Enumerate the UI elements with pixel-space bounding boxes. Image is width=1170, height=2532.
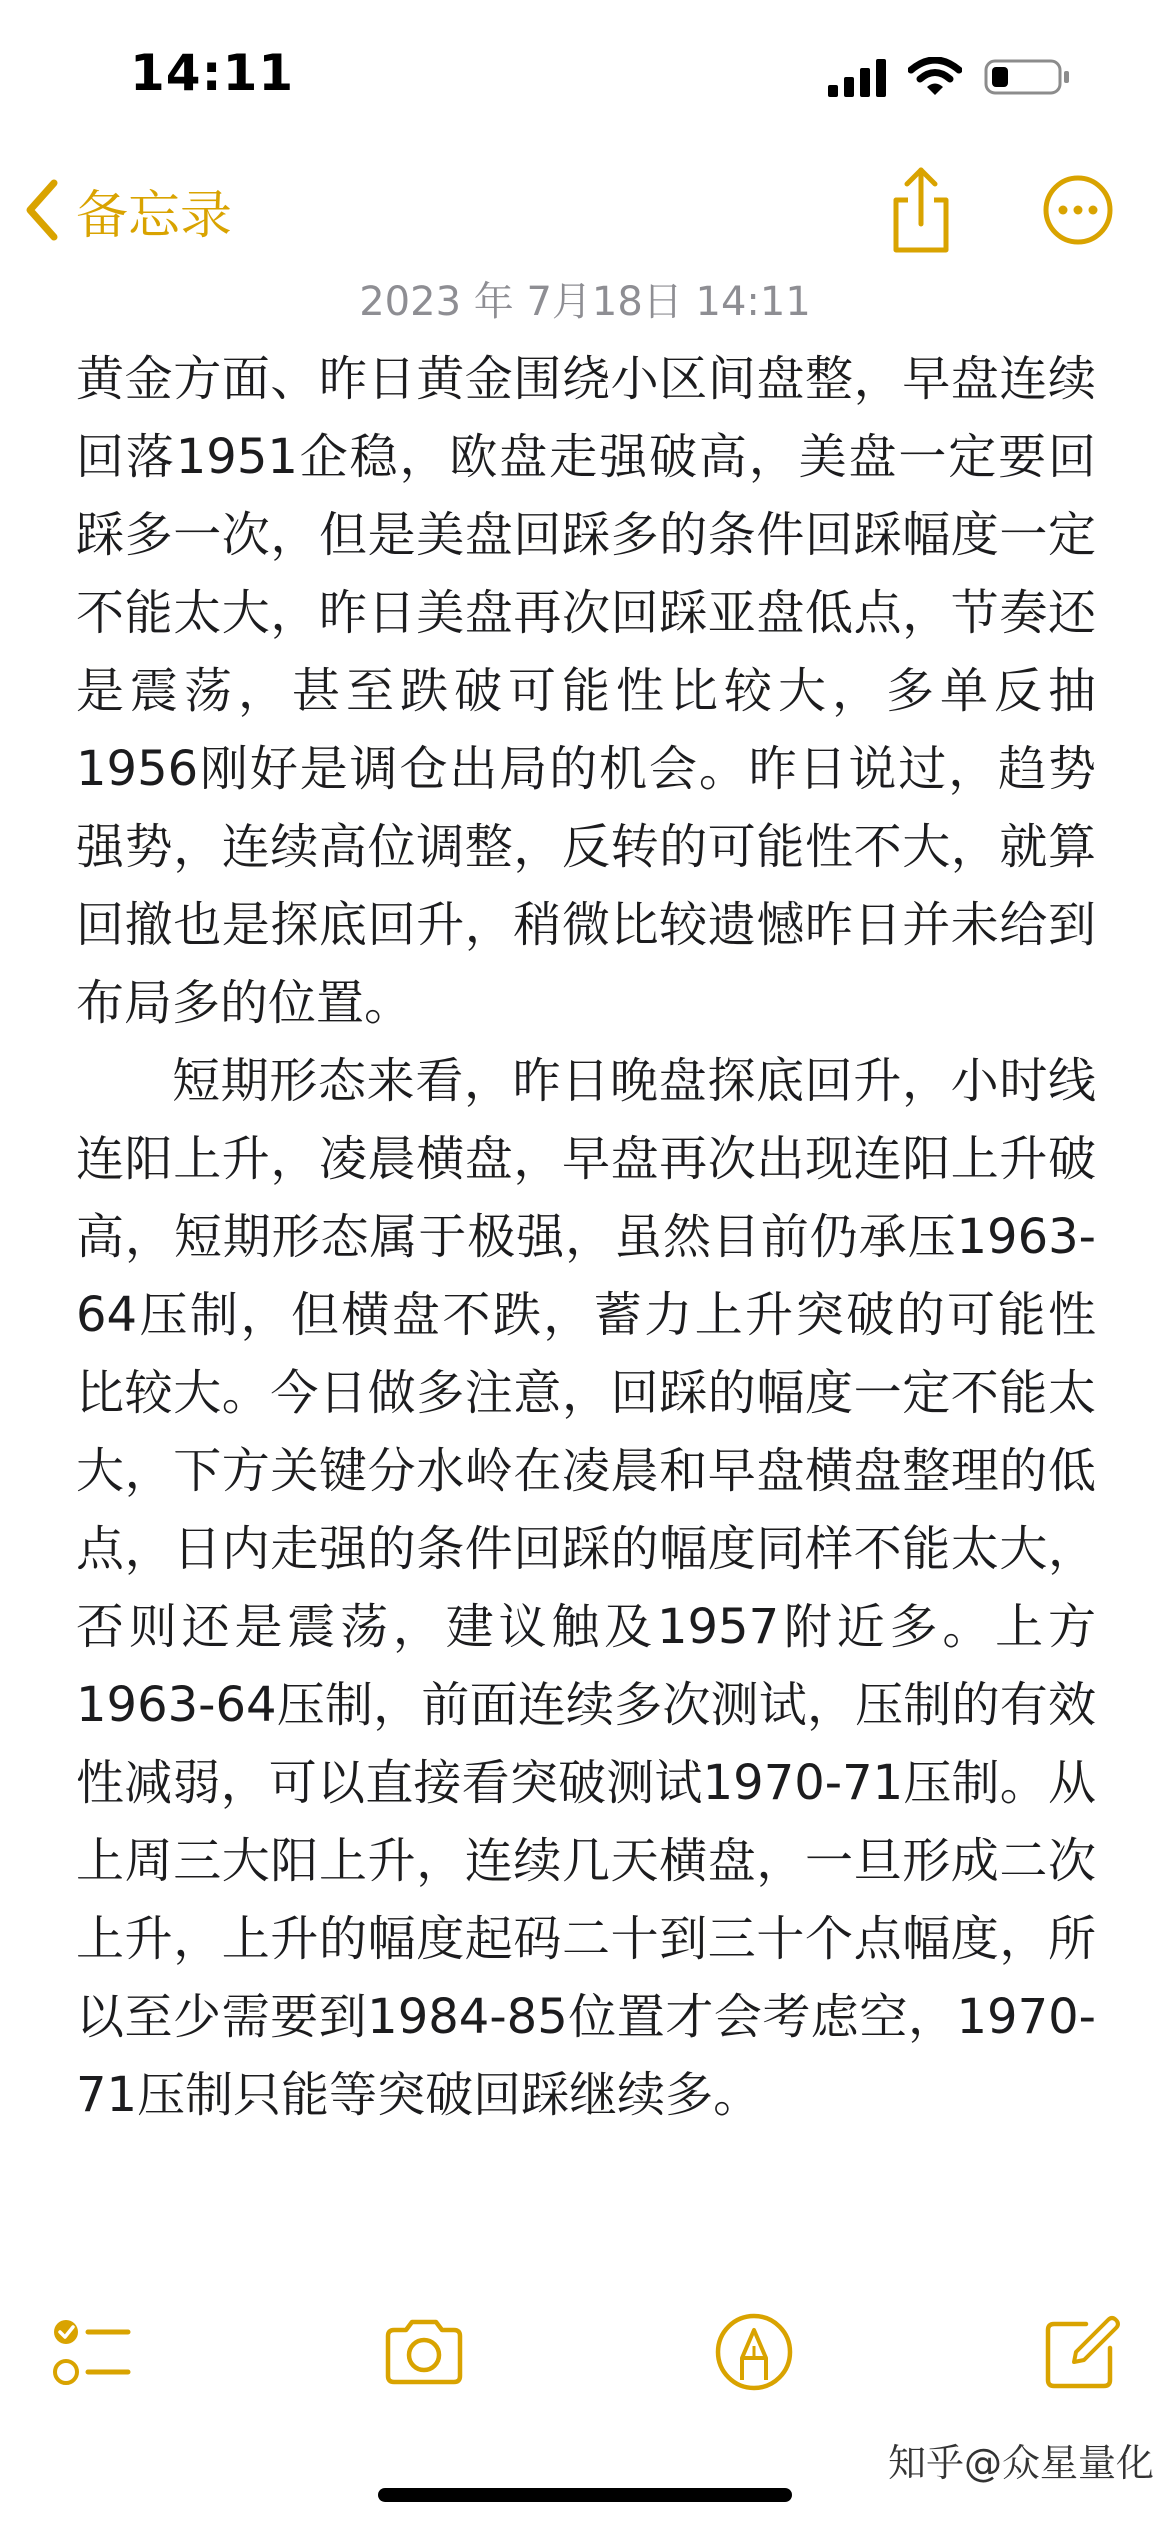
status-icons [828,50,1070,104]
compose-icon [1040,2310,1124,2394]
watermark: 知乎@众星量化 [887,2441,1154,2485]
home-indicator[interactable] [378,2488,792,2502]
compose-button[interactable] [1040,2310,1124,2394]
camera-icon [382,2310,466,2394]
status-bar [0,0,1170,150]
note-body[interactable] [76,340,1096,2134]
camera-button[interactable] [382,2310,466,2394]
battery-icon [984,57,1070,97]
checklist-icon [50,2310,134,2394]
share-button[interactable] [886,164,956,256]
note-paragraph: 短期形态来看，昨日晚盘探底回升，小时线连阳上升，凌晨横盘，早盘再次出现连阳上升破高，短期形态属于极强，虽然目前仍承压1963-64压制，但横盘不跌，蓄力上升突破的可能性比较大。今日做多注意，回踩的幅度一定不能太大，下方关键分水岭在凌晨和早盘横盘整理的低点，日内走强的条件回踩的幅度同样不能太大，否则还是震荡，建议触及1957附近多。上方1963-64压制，前面连续多次测试，压制的有效性减弱，可以直接看突破测试1970-71压制。从上周三大阳上升，连续几天横盘，一旦形成二次上升，上升的幅度起码二十到三十个点幅度，所以至少需要到1984-85位置才会考虑空，1970-71压制只能等突破回踩继续多。 [76,1053,1096,2123]
pen-circle-icon [712,2310,796,2394]
note-paragraph: 黄金方面、昨日黄金围绕小区间盘整，早盘连续回落1951企稳，欧盘走强破高，美盘一定要回踩多一次，但是美盘回踩多的条件回踩幅度一定不能太大，昨日美盘再次回踩亚盘低点，节奏还是震荡，甚至跌破可能性比较大，多单反抽1956刚好是调仓出局的机会。昨日说过，趋势强势，连续高位调整，反转的可能性不大，就算回撤也是探底回升，稍微比较遗憾昨日并未给到布局多的位置。 [76,351,1096,1031]
wifi-icon [908,57,962,97]
cellular-signal-icon [828,57,886,97]
note-date: 2023 年 7月18日 14:11 [359,279,811,325]
bottom-toolbar [0,2300,1170,2400]
share-icon [886,164,956,256]
back-label: 备忘录 [76,185,233,246]
checklist-button[interactable] [50,2310,134,2394]
status-time: 14:11 [130,44,295,102]
chevron-left-icon [22,179,62,241]
markup-button[interactable] [712,2310,796,2394]
ellipsis-circle-icon [1042,174,1114,246]
more-button[interactable] [1042,174,1114,246]
back-button[interactable] [22,170,232,250]
nav-bar [0,150,1170,280]
